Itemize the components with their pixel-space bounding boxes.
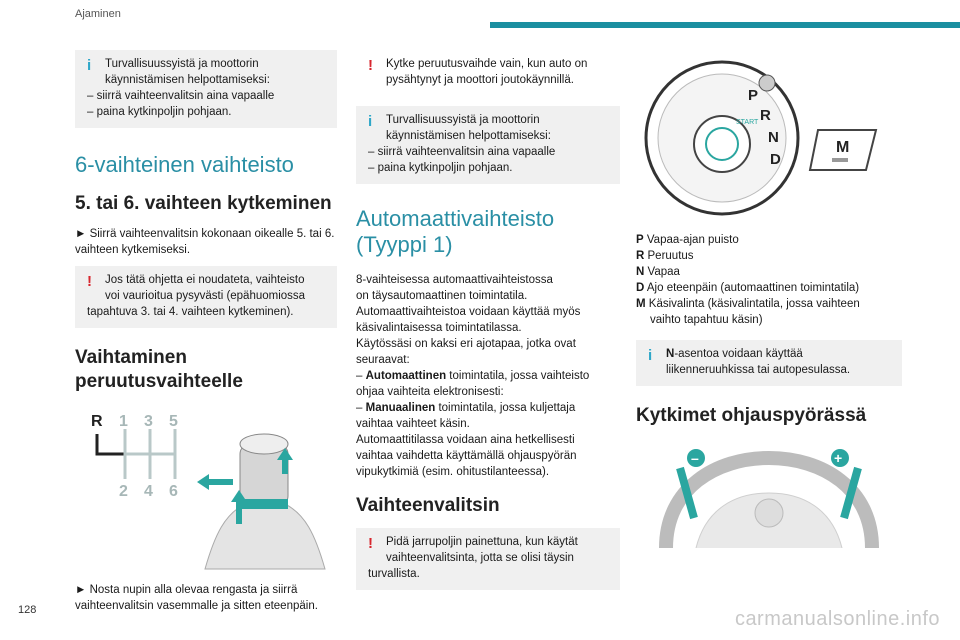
bold-term: Automaattinen: [365, 370, 447, 382]
text-fragment: -asentoa voidaan käyttää: [674, 348, 803, 360]
note-line: käynnistämisen helpottamiseksi:: [105, 74, 270, 86]
warning-icon: !: [87, 273, 92, 290]
text-line: vipukytkimiä (esim. ohitustilanteessa).: [356, 466, 550, 478]
dial-letter-d: D: [770, 151, 781, 168]
info-note: [75, 50, 337, 128]
info-icon: i: [648, 347, 653, 364]
note-line: Turvallisuussyistä ja moottorin: [386, 114, 540, 126]
info-note: [636, 340, 902, 386]
gear-selector-figure: [636, 52, 902, 222]
warning-note: [356, 50, 620, 96]
text-line: Automaattivaihteistoa voidaan käyttää myös: [356, 306, 581, 318]
gear-label-6: 6: [169, 483, 178, 500]
note-line: pysähtynyt ja moottori joutokäynnillä.: [386, 74, 574, 86]
note-line: voi vaurioitua pysyvästi (epähuomiossa: [105, 290, 306, 302]
text-line: on täysautomaattinen toimintatila.: [356, 290, 528, 302]
m-button-label: M: [836, 139, 850, 156]
gear-shift-figure: [75, 404, 337, 574]
def-key: D: [636, 282, 645, 294]
text-line: ohjaa vaihteita elektronisesti:: [356, 386, 504, 398]
subsection-title: [75, 346, 337, 394]
definition-p: [636, 232, 902, 248]
page-number: 128: [18, 604, 37, 616]
gear-label-4: 4: [144, 483, 153, 500]
subsection-title: Vaihteenvalitsin: [356, 495, 500, 516]
instruction-text: [75, 582, 337, 614]
paddle-minus-icon: –: [691, 450, 699, 466]
note-line: – siirrä vaihteenvalitsin aina vapaalle: [87, 90, 275, 102]
dial-start-label: START: [736, 119, 759, 126]
note-line: [648, 346, 892, 362]
gear-label-5: 5: [169, 413, 178, 430]
gear-pattern-diagram: [75, 404, 337, 574]
gear-label-r: R: [91, 413, 103, 430]
section-title-line: Automaattivaihteisto: [356, 206, 555, 231]
note-line: Jos tätä ohjetta ei noudateta, vaihteisto: [105, 274, 305, 286]
paddle-plus-icon: +: [834, 450, 843, 466]
note-line: – siirrä vaihteenvalitsin aina vapaalle: [368, 146, 556, 158]
dial-letter-p: P: [748, 87, 759, 104]
note-line: tapahtuva 3. tai 4. vaihteen kytkeminen).: [87, 306, 294, 318]
section-title: [356, 206, 620, 258]
column-2: [356, 50, 620, 600]
note-line: turvallista.: [368, 568, 420, 580]
warning-icon: !: [368, 535, 373, 552]
subsection-title-line: peruutusvaihteelle: [75, 371, 243, 392]
def-text: Ajo eteenpäin (automaattinen toimintatila): [644, 282, 860, 294]
def-text: Vapaa: [644, 266, 680, 278]
info-icon: i: [368, 113, 373, 130]
note-line: vaihteenvalitsinta, jotta se olisi täysin: [386, 552, 574, 564]
gear-label-2: 2: [119, 483, 128, 500]
text-fragment: toimintatila, jossa kuljettaja: [435, 402, 576, 414]
text-fragment: toimintatila, jossa vaihteisto: [446, 370, 590, 382]
subsection-title-line: Vaihtaminen: [75, 347, 187, 368]
warning-note: [356, 528, 620, 590]
gear-label-1: 1: [119, 413, 128, 430]
subsection-title: Kytkimet ohjauspyörässä: [636, 405, 867, 426]
text-line: vaihtaa vaihteet käsin.: [356, 418, 470, 430]
text-line: vaihtaa vaihdetta käyttämällä ohjauspyörän: [356, 450, 577, 462]
def-key: P: [636, 234, 644, 246]
subsection-title: 5. tai 6. vaihteen kytkeminen: [75, 193, 332, 214]
definition-n: [636, 264, 902, 280]
dial-letter-n: N: [768, 129, 779, 146]
gear-label-3: 3: [144, 413, 153, 430]
section-title: 6-vaihteinen vaihteisto: [75, 152, 294, 177]
bold-term: N: [666, 348, 675, 360]
column-1: [75, 50, 337, 622]
dial-letter-r: R: [760, 107, 771, 124]
text-line: Automaattitilassa voidaan aina hetkellisesti: [356, 434, 575, 446]
definition-d: [636, 280, 902, 296]
text-line: Käytössäsi on kaksi eri ajotapaa, jotka ovat: [356, 338, 576, 350]
page-header-title: Ajaminen: [75, 8, 121, 20]
def-key: N: [636, 266, 645, 278]
body-text: [356, 272, 620, 480]
column-3: [636, 52, 902, 548]
definition-continuation: vaihto tapahtuu käsin): [650, 314, 763, 326]
dash: –: [356, 370, 363, 382]
text-line: 8-vaihteisessa automaattivaihteistossa: [356, 274, 553, 286]
section-title-line: (Tyyppi 1): [356, 232, 453, 257]
text-line: [356, 368, 620, 384]
text-line: seuraavat:: [356, 354, 410, 366]
def-key: R: [636, 250, 645, 262]
dash: –: [356, 402, 363, 414]
gear-selector-dial: [636, 52, 902, 222]
text-line: [356, 400, 620, 416]
watermark: carmanualsonline.info: [734, 608, 940, 630]
text-line: käsivalintaisessa toimintatilassa.: [356, 322, 522, 334]
note-line: Pidä jarrupoljin painettuna, kun käytät: [386, 536, 578, 548]
note-line: Kytke peruutusvaihde vain, kun auto on: [386, 58, 588, 70]
def-text: Käsivalinta (käsivalintatila, jossa vaihteen: [645, 298, 860, 310]
note-line: käynnistämisen helpottamiseksi:: [386, 130, 551, 142]
note-line: liikenneruuhkissa tai autopesulassa.: [666, 364, 851, 376]
steering-wheel-figure: [636, 438, 902, 548]
warning-icon: !: [368, 57, 373, 74]
steering-wheel-diagram: [636, 438, 902, 548]
definition-m: [636, 296, 902, 312]
info-note: [356, 106, 620, 184]
info-icon: i: [87, 57, 92, 74]
note-line: – paina kytkinpoljin pohjaan.: [87, 106, 232, 118]
note-line: Turvallisuussyistä ja moottorin: [105, 58, 259, 70]
gear-definitions: [636, 232, 902, 328]
note-line: – paina kytkinpoljin pohjaan.: [368, 162, 513, 174]
text-line: vaihteenvalitsin vasemmalle ja sitten eteenpäin.: [75, 600, 318, 612]
def-key: M: [636, 298, 646, 310]
text-line: ► Nosta nupin alla olevaa rengasta ja siirrä: [75, 584, 298, 596]
bold-term: Manuaalinen: [365, 402, 436, 414]
def-text: Peruutus: [644, 250, 694, 262]
def-text: Vapaa-ajan puisto: [643, 234, 739, 246]
header-accent-bar: [490, 22, 960, 28]
instruction-text: ► Siirrä vaihteenvalitsin kokonaan oikealle 5. tai 6. vaihteen kytkemiseksi.: [75, 228, 335, 256]
definition-r: [636, 248, 902, 264]
warning-note: [75, 266, 337, 328]
